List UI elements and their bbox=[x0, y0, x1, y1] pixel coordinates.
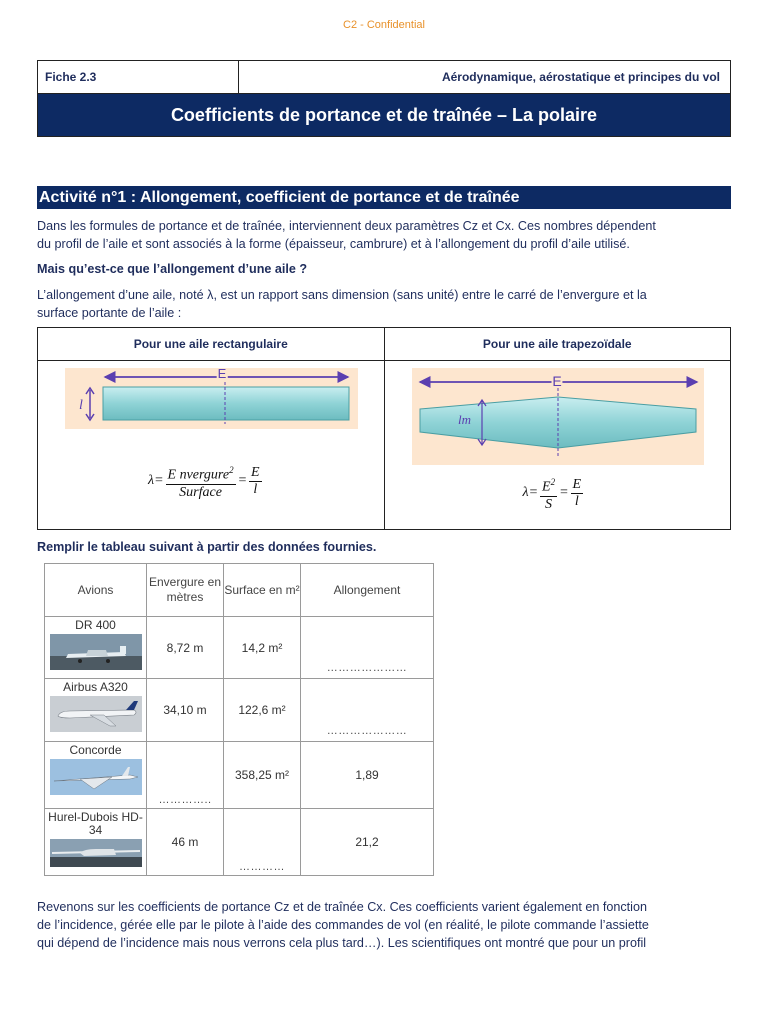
formula-fraction bbox=[540, 474, 557, 513]
formula-denominator: l bbox=[574, 493, 579, 509]
fill-blank: ………………… bbox=[326, 662, 408, 675]
formula-denominator: l bbox=[253, 481, 258, 497]
span-cell: 34,10 m bbox=[147, 679, 224, 742]
fiche-header bbox=[37, 60, 731, 137]
formula-lambda: λ= bbox=[522, 485, 539, 501]
surface-cell: 14,2 m² bbox=[224, 617, 301, 679]
span-cell: 8,72 m bbox=[147, 617, 224, 679]
surface-cell bbox=[224, 808, 301, 875]
col-header-surface: Surface en m² bbox=[224, 564, 301, 617]
formula-exponent: 2 bbox=[550, 477, 556, 487]
formula-exponent: 2 bbox=[229, 465, 234, 475]
rect-wing-diagram bbox=[65, 368, 358, 429]
col-header-aspect-ratio: Allongement bbox=[301, 564, 434, 617]
closing-line: de l’incidence, gérée elle par le pilote à l’aide des commandes de vol (en réalité, le pilote commande l’assiette bbox=[37, 918, 649, 932]
definition-line: surface portante de l’aile : bbox=[37, 306, 182, 320]
definition-paragraph bbox=[37, 286, 731, 322]
span-label: E bbox=[217, 368, 227, 381]
aircraft-name: Airbus A320 bbox=[63, 680, 128, 695]
trap-wing-column bbox=[384, 328, 731, 529]
fiche-subject: Aérodynamique, aérostatique et principes du vol bbox=[441, 70, 720, 84]
aircraft-name: Concorde bbox=[69, 743, 122, 758]
aspect-ratio-cell bbox=[301, 617, 434, 679]
wing-types-table bbox=[37, 327, 731, 530]
aircraft-cell bbox=[45, 617, 147, 679]
surface-cell: 358,25 m² bbox=[224, 742, 301, 808]
intro-line: Dans les formules de portance et de traînée, interviennent deux paramètres Cz et Cx. Ces nombres dépendent bbox=[37, 219, 656, 233]
question-heading: Mais qu’est-ce que l’allongement d’une aile ? bbox=[37, 262, 308, 276]
page-title: Coefficients de portance et de traînée – La polaire bbox=[38, 94, 730, 136]
formula-fraction bbox=[249, 465, 262, 498]
formula-numerator: E bbox=[542, 479, 551, 495]
span-cell: 46 m bbox=[147, 808, 224, 875]
table-row bbox=[45, 617, 434, 679]
dr400-photo bbox=[50, 634, 142, 670]
activity-title: Activité n°1 : Allongement, coefficient de portance et de traînée bbox=[37, 186, 731, 209]
fill-blank: ………………… bbox=[326, 725, 408, 738]
intro-paragraph bbox=[37, 217, 731, 253]
closing-paragraph bbox=[37, 898, 731, 952]
formula-equals: = bbox=[237, 473, 248, 489]
aircraft-name: Hurel-Dubois HD-34 bbox=[48, 809, 143, 837]
span-label: E bbox=[551, 373, 562, 389]
formula-fraction bbox=[166, 462, 236, 501]
formula-fraction bbox=[571, 477, 584, 510]
formula-numerator: E nvergure bbox=[167, 467, 230, 483]
aspect-ratio-cell: 1,89 bbox=[301, 742, 434, 808]
col-header-aircraft: Avions bbox=[45, 564, 147, 617]
chord-label: l bbox=[79, 398, 83, 413]
aircraft-table bbox=[44, 563, 434, 876]
formula-numerator: E bbox=[572, 476, 582, 492]
mean-chord-label: lm bbox=[457, 412, 471, 427]
aircraft-cell bbox=[45, 808, 147, 875]
table-row bbox=[45, 679, 434, 742]
surface-cell: 122,6 m² bbox=[224, 679, 301, 742]
aircraft-cell bbox=[45, 679, 147, 742]
formula-lambda: λ= bbox=[148, 473, 164, 489]
aircraft-name: DR 400 bbox=[75, 618, 116, 632]
rect-wing-column bbox=[38, 328, 384, 529]
span-cell bbox=[147, 742, 224, 808]
definition-line: L’allongement d’une aile, noté λ, est un rapport sans dimension (sans unité) entre le carré de l’envergure et la bbox=[37, 288, 647, 302]
rect-wing-header: Pour une aile rectangulaire bbox=[38, 328, 384, 361]
fiche-number: Fiche 2.3 bbox=[38, 61, 239, 93]
a320-photo bbox=[50, 696, 142, 732]
trap-formula bbox=[523, 474, 586, 513]
aspect-ratio-cell bbox=[301, 679, 434, 742]
confidential-label: C2 - Confidential bbox=[343, 19, 425, 31]
formula-numerator: E bbox=[251, 464, 260, 480]
rect-formula bbox=[148, 462, 264, 501]
concorde-photo bbox=[50, 759, 142, 795]
formula-denominator: S bbox=[545, 496, 553, 512]
aircraft-cell bbox=[45, 742, 147, 808]
trap-wing-diagram bbox=[412, 368, 704, 465]
aspect-ratio-cell: 21,2 bbox=[301, 808, 434, 875]
fill-blank: ………….. bbox=[158, 793, 212, 806]
formula-equals: = bbox=[559, 485, 569, 501]
closing-line: qui dépend de l’incidence mais nous verrons cela plus tard…). Les scientifiques ont montré que pour un profil bbox=[37, 936, 647, 950]
intro-line: du profil de l’aile et sont associés à la forme (épaisseur, cambrure) et à l’allongement du profil d’aile utilisé. bbox=[37, 237, 630, 251]
col-header-span: Envergure en mètres bbox=[147, 564, 224, 617]
hd34-photo bbox=[50, 839, 142, 867]
table-row bbox=[45, 808, 434, 875]
fill-blank: ………… bbox=[239, 861, 285, 873]
trap-wing-header: Pour une aile trapezoïdale bbox=[385, 328, 731, 361]
table-row bbox=[45, 742, 434, 808]
closing-line: Revenons sur les coefficients de portance Cz et de traînée Cx. Ces coefficients varient également en fonction bbox=[37, 900, 647, 914]
formula-denominator: Surface bbox=[179, 484, 222, 500]
fill-instruction: Remplir le tableau suivant à partir des données fournies. bbox=[37, 540, 377, 554]
